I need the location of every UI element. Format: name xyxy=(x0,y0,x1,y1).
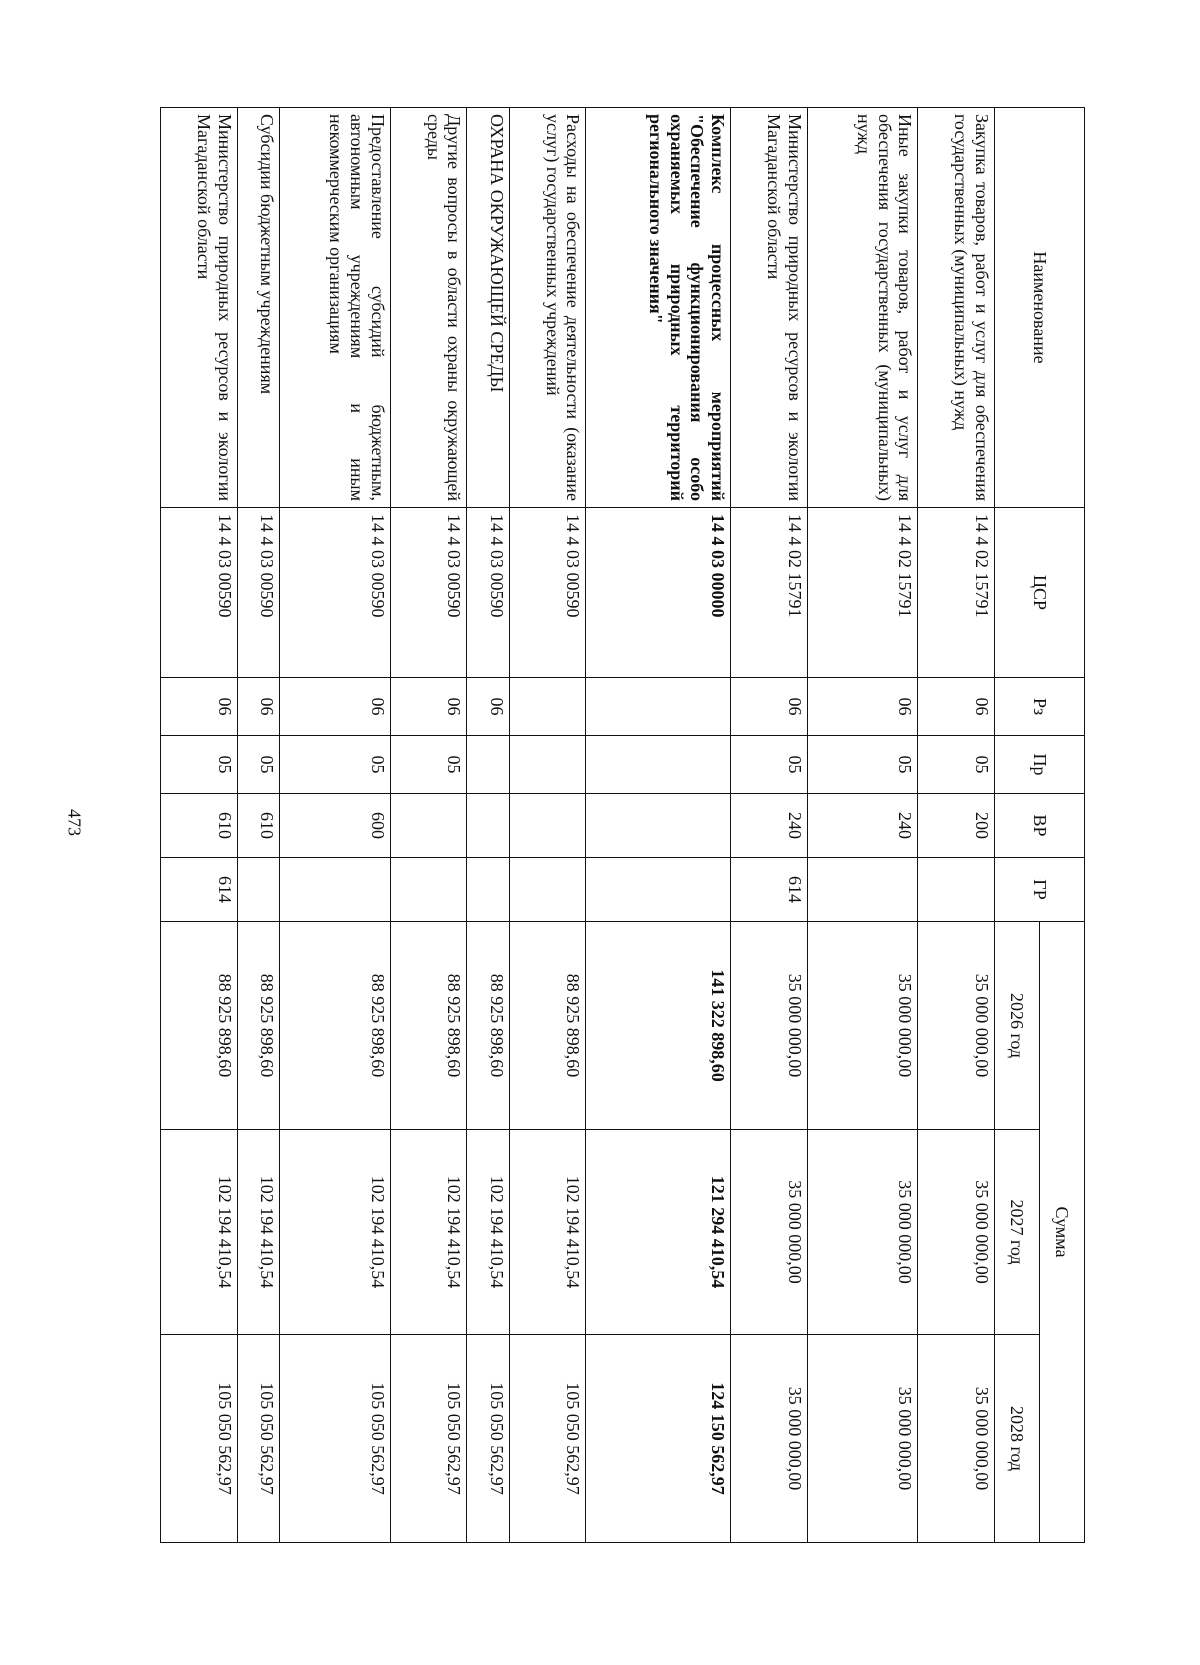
cell-name: Закупка товаров, работ и услуг для обеспечения государственных (муниципальных) нужд xyxy=(918,108,995,508)
table-row xyxy=(237,108,279,1543)
cell-vr: 240 xyxy=(807,794,918,858)
cell-gr xyxy=(280,858,391,922)
cell-vr xyxy=(467,794,509,858)
cell-vr: 600 xyxy=(280,794,391,858)
cell-pr xyxy=(467,736,509,794)
cell-vr xyxy=(586,794,731,858)
cell-y2026: 141 322 898,60 xyxy=(586,922,731,1130)
col-header-2028: 2028 год xyxy=(995,1335,1040,1543)
cell-rz: 06 xyxy=(390,678,467,736)
cell-pr: 05 xyxy=(280,736,391,794)
cell-vr: 610 xyxy=(237,794,279,858)
cell-name: Иные закупки товаров, работ и услуг для обеспечения государственных (муниципальных) нужд xyxy=(807,108,918,508)
cell-name: Министерство природных ресурсов и экологии Магаданской области xyxy=(731,108,808,508)
cell-name: Министерство природных ресурсов и экологии Магаданской области xyxy=(161,108,238,508)
cell-pr: 05 xyxy=(731,736,808,794)
cell-gr xyxy=(918,858,995,922)
cell-pr: 05 xyxy=(918,736,995,794)
cell-name: Расходы на обеспечение деятельности (оказание услуг) государственных учреждений xyxy=(509,108,586,508)
col-header-sum: Сумма xyxy=(1040,922,1085,1543)
cell-rz: 06 xyxy=(731,678,808,736)
col-header-2027: 2027 год xyxy=(995,1130,1040,1335)
table-row xyxy=(586,108,731,1543)
budget-table-container xyxy=(160,107,1085,1542)
table-row xyxy=(280,108,391,1543)
cell-y2028: 35 000 000,00 xyxy=(918,1335,995,1543)
cell-y2027: 35 000 000,00 xyxy=(807,1130,918,1335)
col-header-rz: Рз xyxy=(995,678,1085,736)
cell-rz: 06 xyxy=(161,678,238,736)
cell-y2028: 124 150 562,97 xyxy=(586,1335,731,1543)
cell-y2026: 35 000 000,00 xyxy=(807,922,918,1130)
cell-gr xyxy=(509,858,586,922)
cell-y2027: 35 000 000,00 xyxy=(731,1130,808,1335)
cell-y2028: 105 050 562,97 xyxy=(509,1335,586,1543)
cell-name: Другие вопросы в области охраны окружающей среды xyxy=(390,108,467,508)
cell-csr: 14 4 03 00590 xyxy=(161,508,238,678)
header-row xyxy=(1040,108,1085,1543)
cell-csr: 14 4 03 00590 xyxy=(467,508,509,678)
cell-pr xyxy=(586,736,731,794)
cell-csr: 14 4 03 00590 xyxy=(280,508,391,678)
table-row xyxy=(731,108,808,1543)
cell-csr: 14 4 03 00590 xyxy=(509,508,586,678)
table-row xyxy=(509,108,586,1543)
budget-table xyxy=(160,107,1085,1543)
cell-pr: 05 xyxy=(161,736,238,794)
col-header-2026: 2026 год xyxy=(995,922,1040,1130)
cell-pr: 05 xyxy=(807,736,918,794)
cell-y2027: 121 294 410,54 xyxy=(586,1130,731,1335)
cell-rz: 06 xyxy=(807,678,918,736)
cell-y2027: 102 194 410,54 xyxy=(161,1130,238,1335)
cell-rz: 06 xyxy=(237,678,279,736)
cell-y2027: 102 194 410,54 xyxy=(509,1130,586,1335)
table-row xyxy=(390,108,467,1543)
cell-y2026: 88 925 898,60 xyxy=(280,922,391,1130)
cell-csr: 14 4 03 00000 xyxy=(586,508,731,678)
cell-y2028: 105 050 562,97 xyxy=(237,1335,279,1543)
col-header-csr: ЦСР xyxy=(995,508,1085,678)
cell-gr: 614 xyxy=(731,858,808,922)
cell-pr: 05 xyxy=(237,736,279,794)
cell-vr: 610 xyxy=(161,794,238,858)
table-body xyxy=(161,108,995,1543)
col-header-vr: ВР xyxy=(995,794,1085,858)
cell-csr: 14 4 03 00590 xyxy=(237,508,279,678)
cell-pr: 05 xyxy=(390,736,467,794)
cell-csr: 14 4 03 00590 xyxy=(390,508,467,678)
table-row xyxy=(161,108,238,1543)
cell-y2026: 88 925 898,60 xyxy=(237,922,279,1130)
cell-rz xyxy=(586,678,731,736)
cell-y2027: 102 194 410,54 xyxy=(237,1130,279,1335)
cell-vr: 200 xyxy=(918,794,995,858)
col-header-name: Наименование xyxy=(995,108,1085,508)
cell-y2026: 35 000 000,00 xyxy=(731,922,808,1130)
cell-vr xyxy=(390,794,467,858)
cell-y2028: 35 000 000,00 xyxy=(807,1335,918,1543)
cell-name: Предоставление субсидий бюджетным, автономным учреждениям и иным некоммерческим организациям xyxy=(280,108,391,508)
cell-y2027: 35 000 000,00 xyxy=(918,1130,995,1335)
cell-y2026: 88 925 898,60 xyxy=(467,922,509,1130)
table-row xyxy=(467,108,509,1543)
cell-y2026: 88 925 898,60 xyxy=(509,922,586,1130)
cell-name: Комплекс процессных мероприятий "Обеспечение функционирования особо охраняемых природных территорий регионального значения" xyxy=(586,108,731,508)
col-header-pr: Пр xyxy=(995,736,1085,794)
cell-gr xyxy=(807,858,918,922)
cell-rz: 06 xyxy=(467,678,509,736)
page-number: 473 xyxy=(64,809,85,836)
cell-y2028: 105 050 562,97 xyxy=(390,1335,467,1543)
cell-csr: 14 4 02 15791 xyxy=(731,508,808,678)
cell-vr xyxy=(509,794,586,858)
cell-rz: 06 xyxy=(280,678,391,736)
cell-y2028: 105 050 562,97 xyxy=(280,1335,391,1543)
cell-y2026: 88 925 898,60 xyxy=(161,922,238,1130)
cell-y2028: 105 050 562,97 xyxy=(467,1335,509,1543)
cell-y2028: 105 050 562,97 xyxy=(161,1335,238,1543)
cell-vr: 240 xyxy=(731,794,808,858)
cell-csr: 14 4 02 15791 xyxy=(807,508,918,678)
table-row xyxy=(918,108,995,1543)
cell-gr xyxy=(237,858,279,922)
col-header-gr: ГР xyxy=(995,858,1085,922)
cell-pr xyxy=(509,736,586,794)
cell-name: Субсидии бюджетным учреждениям xyxy=(237,108,279,508)
cell-y2027: 102 194 410,54 xyxy=(467,1130,509,1335)
cell-gr xyxy=(586,858,731,922)
cell-y2027: 102 194 410,54 xyxy=(390,1130,467,1335)
cell-rz: 06 xyxy=(918,678,995,736)
cell-y2028: 35 000 000,00 xyxy=(731,1335,808,1543)
cell-rz xyxy=(509,678,586,736)
cell-gr xyxy=(390,858,467,922)
cell-gr: 614 xyxy=(161,858,238,922)
cell-csr: 14 4 02 15791 xyxy=(918,508,995,678)
cell-name: ОХРАНА ОКРУЖАЮЩЕЙ СРЕДЫ xyxy=(467,108,509,508)
cell-y2026: 88 925 898,60 xyxy=(390,922,467,1130)
cell-y2027: 102 194 410,54 xyxy=(280,1130,391,1335)
cell-gr xyxy=(467,858,509,922)
table-row xyxy=(807,108,918,1543)
cell-y2026: 35 000 000,00 xyxy=(918,922,995,1130)
